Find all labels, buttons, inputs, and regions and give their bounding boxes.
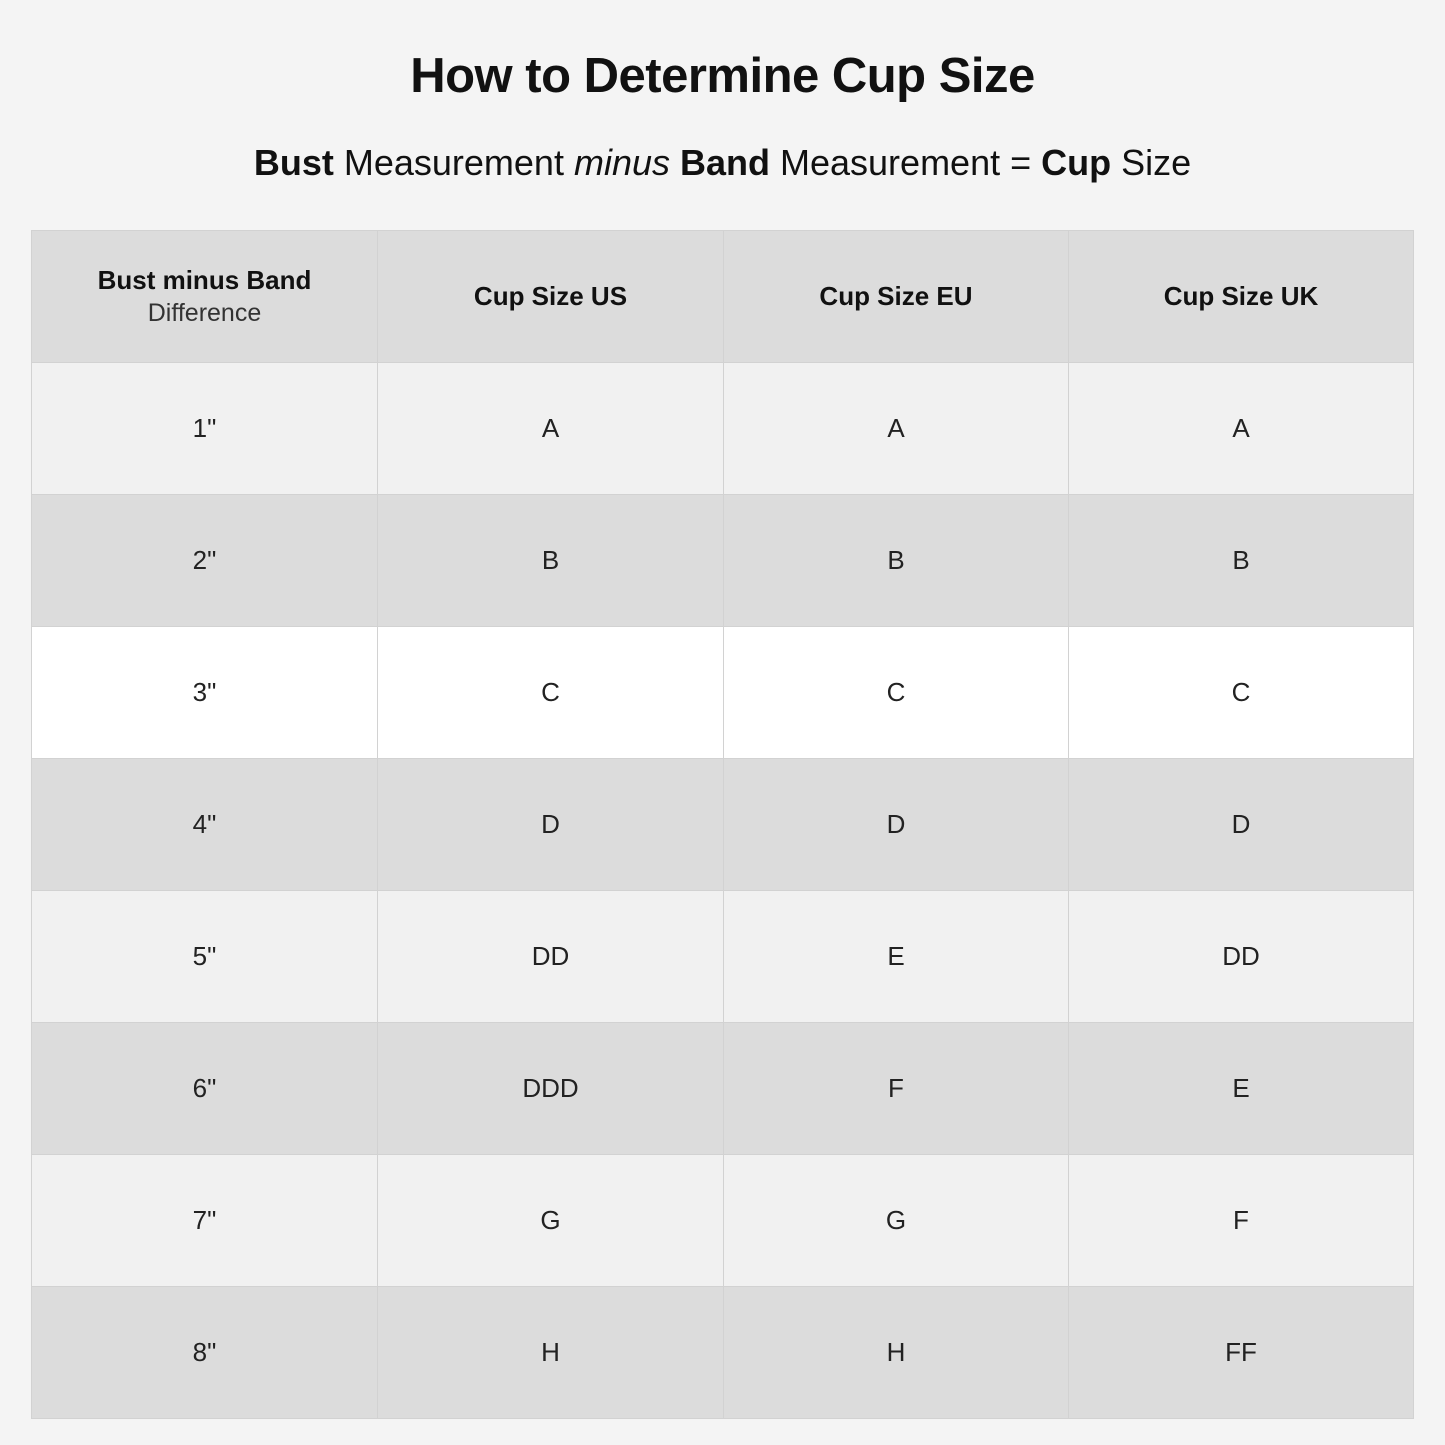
cell-uk: C [1069, 627, 1414, 759]
cell-us: B [378, 495, 724, 627]
cell-difference: 4" [32, 759, 378, 891]
cell-uk: A [1069, 363, 1414, 495]
column-header-difference [32, 231, 378, 363]
cell-difference: 5" [32, 891, 378, 1023]
cell-eu: C [724, 627, 1069, 759]
page-title: How to Determine Cup Size [410, 49, 1035, 103]
cell-difference: 1" [32, 363, 378, 495]
cell-us: DD [378, 891, 724, 1023]
column-header-difference-main: Bust minus Band [97, 265, 312, 295]
cell-eu: A [724, 363, 1069, 495]
column-header-difference-sub: Difference [147, 298, 262, 327]
cell-difference: 7" [32, 1155, 378, 1287]
cell-uk: DD [1069, 891, 1414, 1023]
cell-us: H [378, 1287, 724, 1419]
table-row [32, 1023, 1414, 1155]
formula-text-1: Measurement [333, 142, 574, 183]
table-row [32, 627, 1414, 759]
cell-us: DDD [378, 1023, 724, 1155]
formula-cup-word: Cup [1041, 142, 1112, 183]
table-body [32, 363, 1414, 1419]
cell-difference: 3" [32, 627, 378, 759]
cell-us: G [378, 1155, 724, 1287]
cell-eu: B [724, 495, 1069, 627]
cell-uk: D [1069, 759, 1414, 891]
header-row [32, 231, 1414, 363]
cell-eu: F [724, 1023, 1069, 1155]
table-row [32, 759, 1414, 891]
cell-us: D [378, 759, 724, 891]
column-header-uk [1069, 231, 1414, 363]
cell-eu: E [724, 891, 1069, 1023]
table-row [32, 495, 1414, 627]
column-header-uk-main: Cup Size UK [1163, 281, 1319, 312]
column-header-eu-main: Cup Size EU [819, 281, 973, 312]
cell-us: A [378, 363, 724, 495]
cell-difference: 8" [32, 1287, 378, 1419]
column-header-us-main: Cup Size US [473, 281, 628, 312]
cup-size-table [31, 230, 1414, 1419]
cell-difference: 6" [32, 1023, 378, 1155]
table-header [32, 231, 1414, 363]
formula-space [670, 142, 680, 183]
cell-eu: G [724, 1155, 1069, 1287]
cell-uk: E [1069, 1023, 1414, 1155]
table-row [32, 891, 1414, 1023]
table-row [32, 1287, 1414, 1419]
cell-difference: 2" [32, 495, 378, 627]
column-header-us [378, 231, 724, 363]
cell-uk: B [1069, 495, 1414, 627]
table-row [32, 363, 1414, 495]
cell-eu: D [724, 759, 1069, 891]
cell-uk: F [1069, 1155, 1414, 1287]
formula-text-2: Measurement = [770, 142, 1042, 183]
column-header-eu [724, 231, 1069, 363]
formula-band-word: Band [680, 142, 770, 183]
formula-bust-word: Bust [253, 142, 334, 183]
formula-minus-word: minus [573, 142, 670, 183]
cell-us: C [378, 627, 724, 759]
cell-uk: FF [1069, 1287, 1414, 1419]
table-row [32, 1155, 1414, 1287]
cell-eu: H [724, 1287, 1069, 1419]
formula-subtitle [254, 142, 1191, 184]
formula-text-3: Size [1111, 142, 1192, 183]
